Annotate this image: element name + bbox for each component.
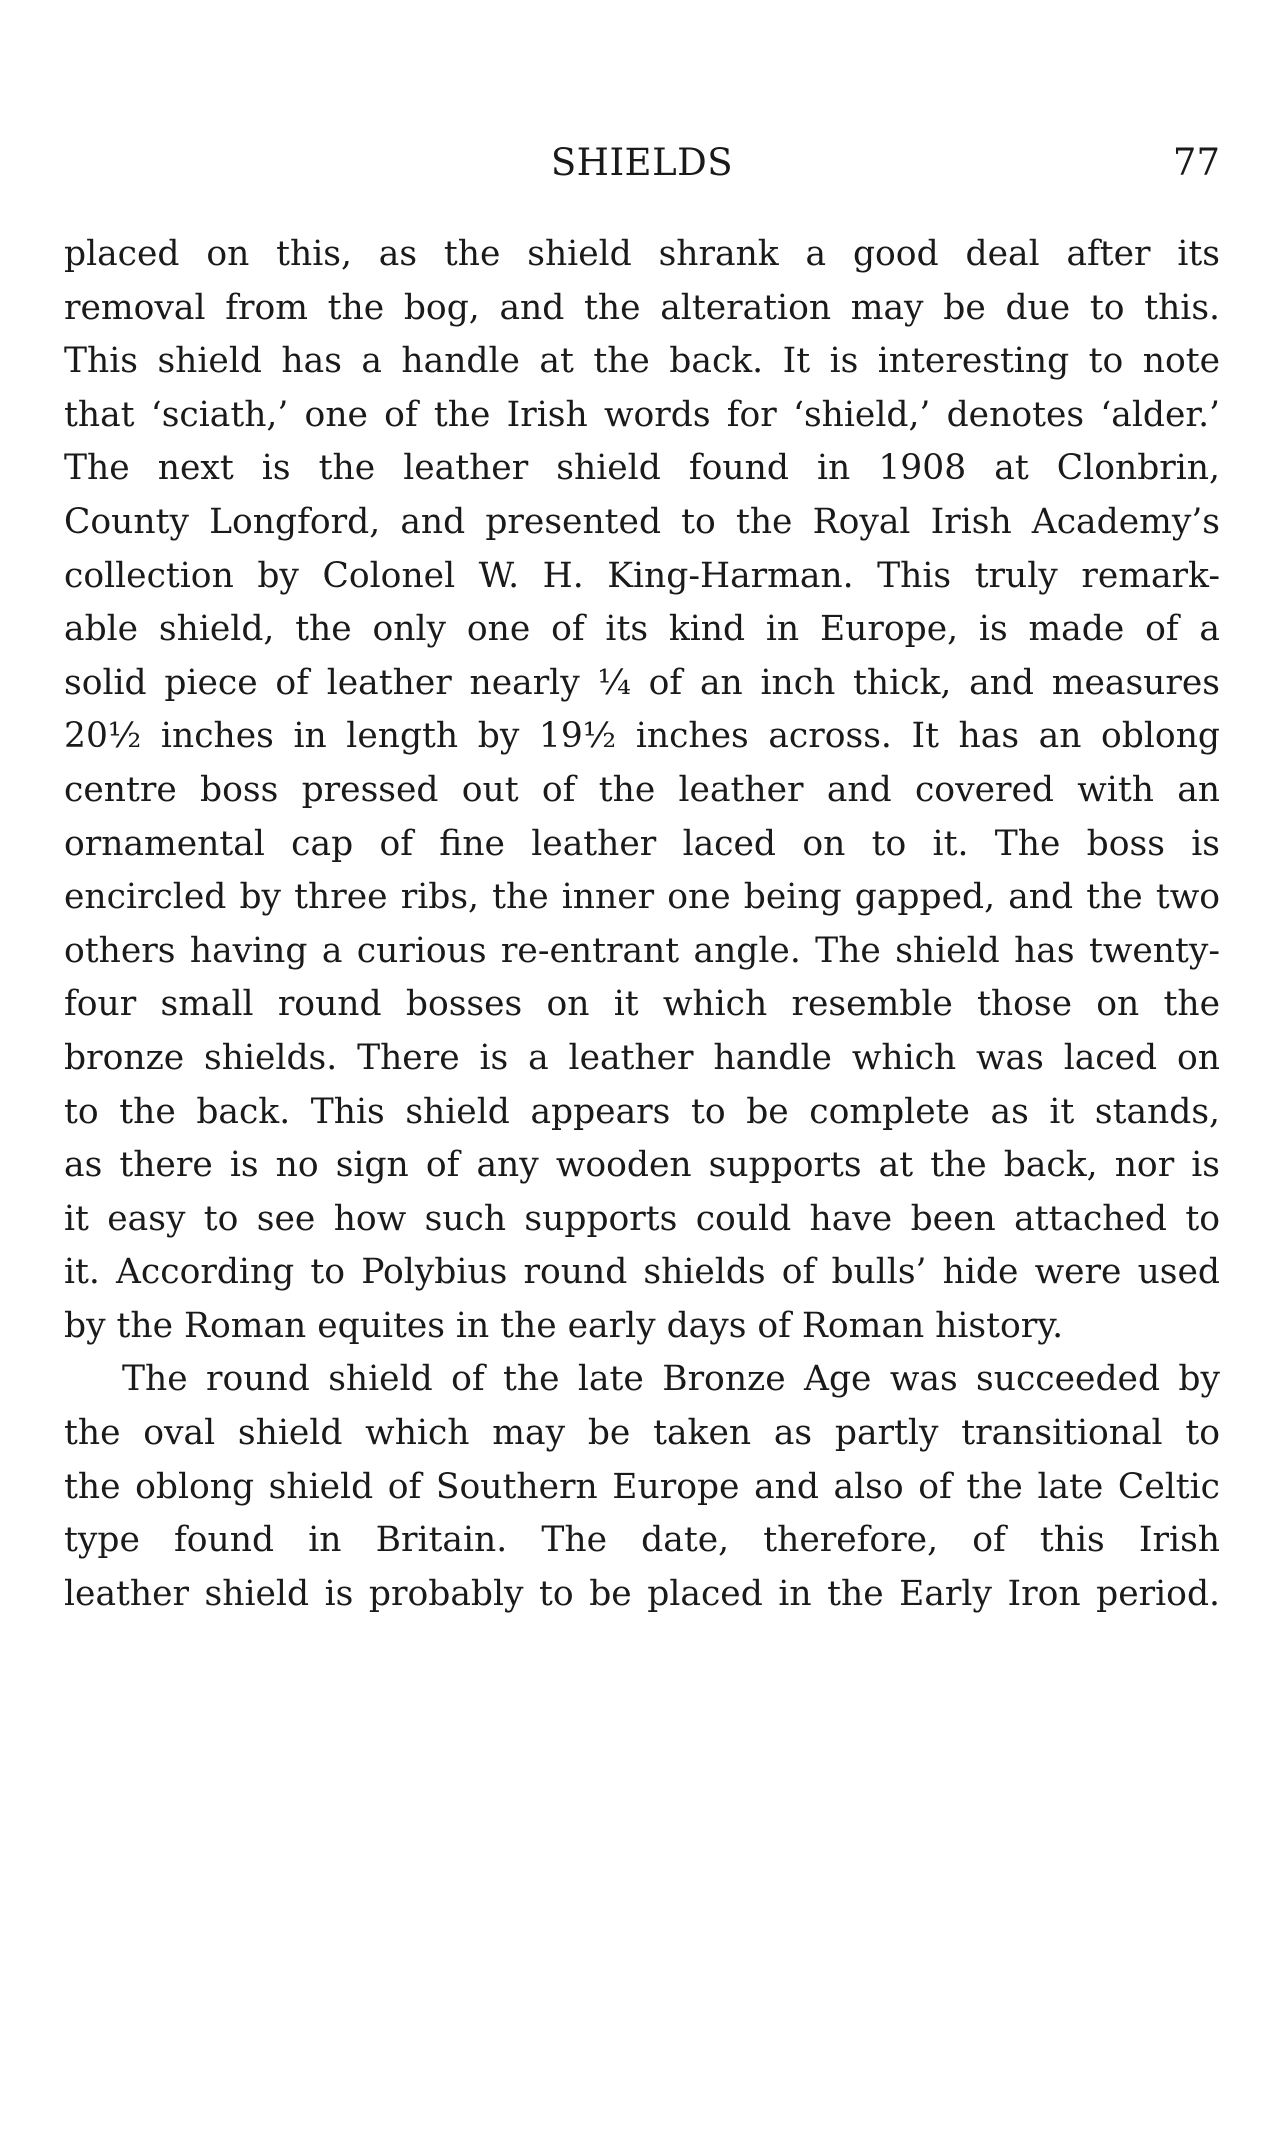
text-line: the oblong shield of Southern Europe and also of the late Celtic xyxy=(64,1466,1220,1507)
running-title: SHIELDS xyxy=(550,141,734,184)
text-line: 20½ inches in length by 19½ inches across. It has an oblong xyxy=(64,716,1220,757)
text-line: to the back. This shield appears to be complete as it stands, xyxy=(64,1091,1220,1132)
text-line: The round shield of the late Bronze Age was succeeded by xyxy=(122,1359,1220,1400)
paragraph-2 xyxy=(64,1353,1220,1621)
text-line: This shield has a handle at the back. It is interesting to note xyxy=(64,341,1220,382)
paragraph-1 xyxy=(64,228,1220,1353)
text-line: collection by Colonel W. H. King-Harman. This truly remark- xyxy=(64,555,1220,596)
text-line: the oval shield which may be taken as partly transitional to xyxy=(64,1413,1220,1454)
running-header xyxy=(64,138,1220,188)
text-line: leather shield is probably to be placed in the Early Iron period. xyxy=(64,1573,1220,1614)
text-line: removal from the bog, and the alteration may be due to this. xyxy=(64,287,1220,328)
text-line: encircled by three ribs, the inner one being gapped, and the two xyxy=(64,877,1220,918)
text-line: type found in Britain. The date, therefore, of this Irish xyxy=(64,1520,1220,1561)
text-line: ornamental cap of fine leather laced on to it. The boss is xyxy=(64,823,1220,864)
text-line: County Longford, and presented to the Royal Irish Academy’s xyxy=(64,501,1220,542)
text-line: it easy to see how such supports could have been attached to xyxy=(64,1198,1220,1239)
text-line: solid piece of leather nearly ¼ of an inch thick, and measures xyxy=(64,662,1220,703)
text-line: four small round bosses on it which resemble those on the xyxy=(64,984,1220,1025)
text-line: able shield, the only one of its kind in Europe, is made of a xyxy=(64,609,1220,650)
text-line: it. According to Polybius round shields of bulls’ hide were used xyxy=(64,1252,1220,1293)
text-line: as there is no sign of any wooden supports at the back, nor is xyxy=(64,1145,1220,1186)
text-line: that ‘sciath,’ one of the Irish words for ‘shield,’ denotes ‘alder.’ xyxy=(64,394,1220,435)
text-line: others having a curious re-entrant angle. The shield has twenty- xyxy=(64,930,1220,971)
body-text xyxy=(64,228,1220,1621)
text-line: placed on this, as the shield shrank a good deal after its xyxy=(64,234,1220,274)
text-line: by the Roman equites in the early days of Roman history. xyxy=(64,1305,1064,1346)
text-line: The next is the leather shield found in 1908 at Clonbrin, xyxy=(64,448,1220,489)
text-line: centre boss pressed out of the leather and covered with an xyxy=(64,769,1220,810)
page-number: 77 xyxy=(1172,141,1220,184)
text-line: bronze shields. There is a leather handle which was laced on xyxy=(64,1037,1220,1078)
